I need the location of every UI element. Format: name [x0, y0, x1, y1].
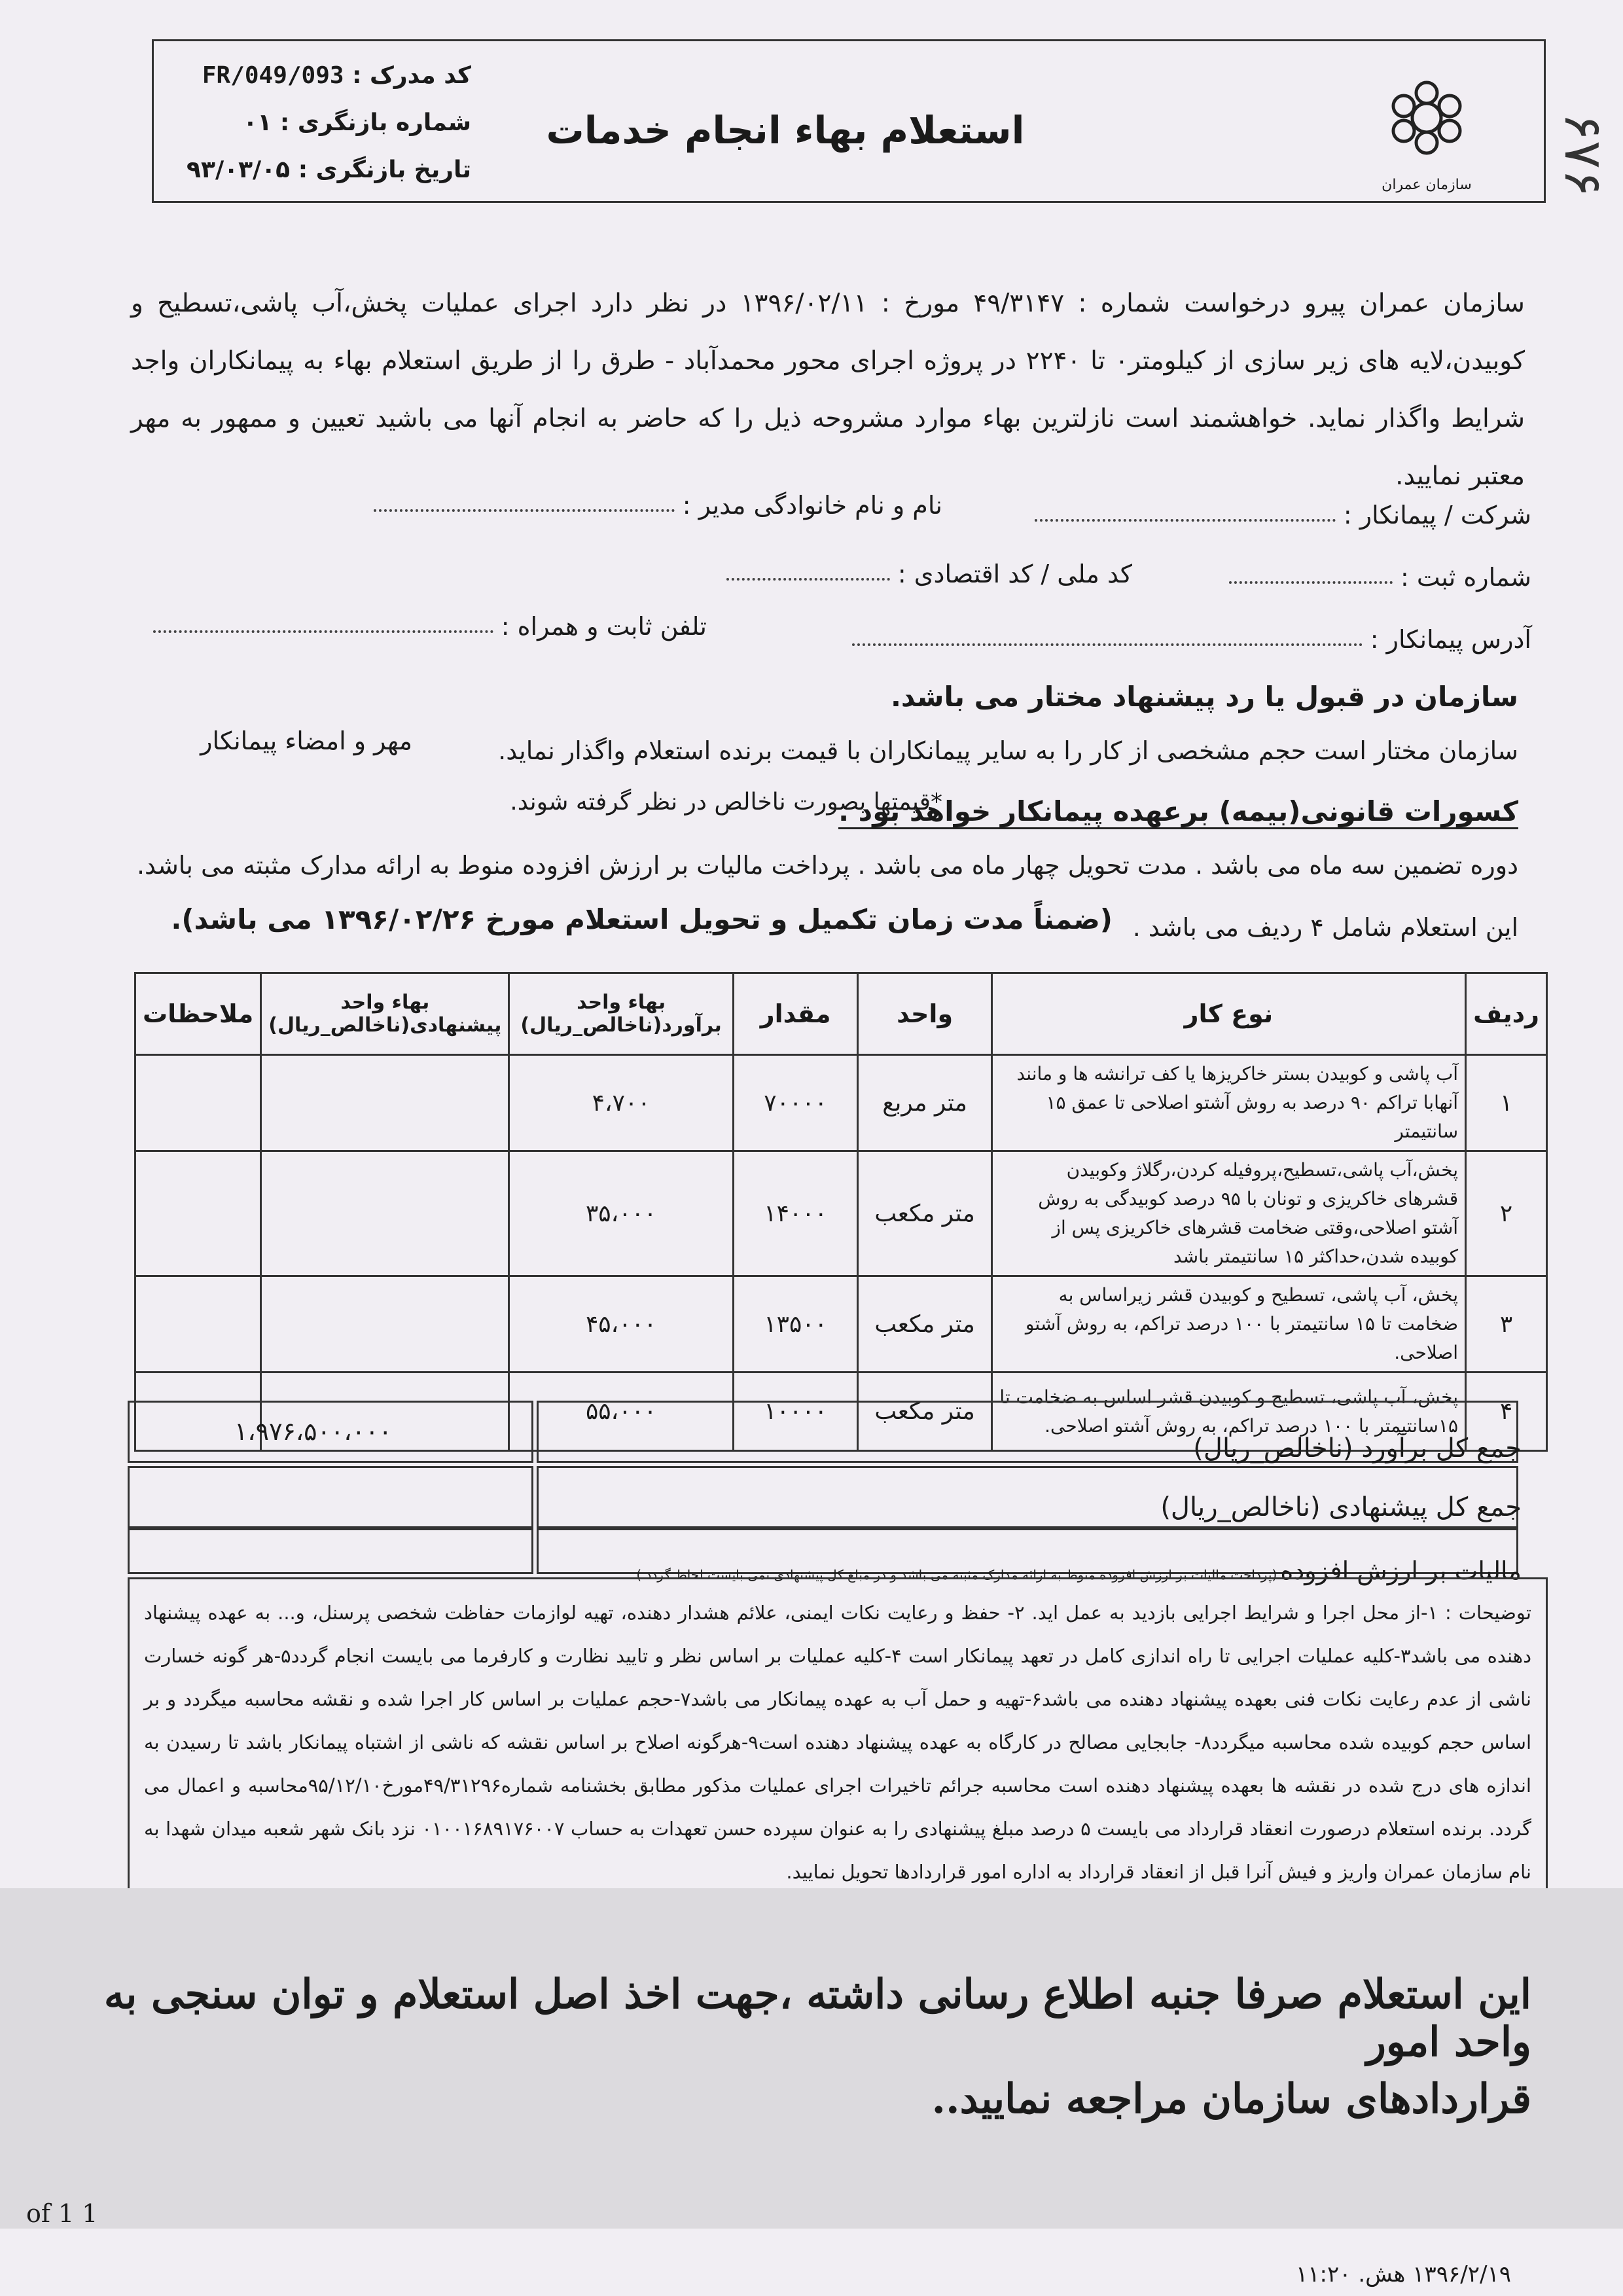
rows-count-note: این استعلام شامل ۴ ردیف می باشد .	[1132, 913, 1518, 942]
national-code-label: کد ملی / کد اقتصادی :	[897, 560, 1132, 588]
registration-blank[interactable]	[1229, 575, 1393, 584]
logo-caption: سازمان عمران	[1382, 177, 1472, 193]
revision-date-value: ۹۳/۰۳/۰۵	[187, 156, 291, 183]
notice-line-1: این استعلام صرفا جنبه اطلاع رسانی داشته ،جهت اخذ اصل استعلام و توان سنجی به واحد امور	[103, 1970, 1531, 2066]
deductions-note: کسورات قانونی(بیمه) برعهده پیمانکار خواهد بود .	[838, 795, 1518, 829]
row-est-price: ۴۵،۰۰۰	[509, 1276, 734, 1372]
row-notes-cell[interactable]	[135, 1276, 261, 1372]
choice-note: سازمان مختار است حجم مشخصی از کار را به سایر پیمانکاران با قیمت برنده استعلام واگذار نماید.	[498, 736, 1518, 765]
header-unit: واحد	[858, 973, 991, 1055]
header-prop-price: بهاء واحد پیشنهادی(ناخالص_ریال)	[261, 973, 509, 1055]
row-est-price: ۵۵،۰۰۰	[509, 1372, 734, 1451]
total-est-value-box	[128, 1401, 533, 1463]
row-notes-cell[interactable]	[135, 1055, 261, 1151]
prices-net-note: *قیمتها بصورت ناخالص در نظر گرفته شوند.	[510, 789, 942, 816]
national-code-blank[interactable]	[726, 571, 890, 581]
row-notes-cell[interactable]	[135, 1151, 261, 1276]
row-unit: متر مربع	[858, 1055, 991, 1151]
row-est-price: ۴،۷۰۰	[509, 1055, 734, 1151]
organization-logo-icon	[1378, 79, 1476, 190]
phone-label: تلفن ثابت و همراه :	[501, 612, 707, 641]
row-quantity: ۷۰۰۰۰	[733, 1055, 858, 1151]
row-prop-price-cell[interactable]	[261, 1276, 509, 1372]
page-indicator: of 1 1	[26, 2199, 98, 2228]
header-quantity: مقدار	[733, 973, 858, 1055]
company-label: شرکت / پیمانکار :	[1343, 501, 1531, 529]
registration-field	[1229, 563, 1531, 592]
doc-code-label: کد مدرک :	[352, 62, 471, 89]
header-notes: ملاحظات	[135, 973, 261, 1055]
doc-info	[164, 52, 471, 194]
row-prop-price-cell[interactable]	[261, 1151, 509, 1276]
manager-label: نام و نام خانوادگی مدیر :	[682, 491, 942, 520]
revision-value: ۰۱	[243, 109, 272, 136]
company-blank[interactable]	[1035, 512, 1336, 522]
row-description: آب پاشی و کوبیدن بستر خاکریزها یا کف ترانشه ها و مانند آنهابا تراکم ۹۰ درصد به روش آشتو اصلاحی تا عمق ۱۵ سانتیمتر	[991, 1055, 1465, 1151]
vat-value-box[interactable]	[128, 1528, 533, 1574]
row-number: ۱	[1466, 1055, 1547, 1151]
row-number: ۴	[1466, 1372, 1547, 1451]
table-row	[135, 1276, 1547, 1372]
header-work-type: نوع کار	[991, 973, 1465, 1055]
row-description: پخش، آب پاشی، تسطیح و کوبیدن قشر اساس به ضخامت تا ۱۵سانتیمتر با ۱۰۰ درصد تراکم، به روش آشتو اصلاحی.	[991, 1372, 1465, 1451]
row-unit: متر مکعب	[858, 1151, 991, 1276]
revision-label: شماره بازنگری :	[279, 109, 471, 136]
phone-blank[interactable]	[153, 624, 493, 633]
row-prop-price-cell[interactable]	[261, 1055, 509, 1151]
row-quantity: ۱۳۵۰۰	[733, 1276, 858, 1372]
accept-reject-note: سازمان در قبول یا رد پیشنهاد مختار می باشد.	[890, 681, 1518, 713]
row-est-price: ۳۵،۰۰۰	[509, 1151, 734, 1276]
page-title: استعلام بهاء انجام خدمات	[546, 108, 1025, 152]
address-field	[852, 625, 1531, 654]
table-header-row	[135, 973, 1547, 1055]
manager-blank[interactable]	[374, 503, 675, 512]
phone-field	[153, 612, 707, 641]
row-unit: متر مکعب	[858, 1276, 991, 1372]
company-field	[1035, 501, 1531, 529]
warranty-note: دوره تضمین سه ماه می باشد . مدت تحویل چهار ماه می باشد . پرداخت مالیات بر ارزش افزوده منوط به ارائه مدارک مثبته می باشد.	[136, 851, 1518, 880]
manager-field	[374, 491, 942, 520]
intro-paragraph: سازمان عمران پیرو درخواست شماره : ۴۹/۳۱۴۷ مورخ : ۱۳۹۶/۰۲/۱۱ در نظر دارد اجرای عملیات پخش،آب پاشی،تسطیح و کوبیدن،لایه های زیر سازی از کیلومتر۰ تا ۲۲۴۰ در پروژه اجرای محور محمدآباد - طرق را از طریق استعلام بهاء به پیمانکاران واجد شرایط واگذار نماید. خواهشمند است نازلترین بهاء موارد مشروحه ذیل را که حاضر به انجام آنها می باشید تعیین و ممهور به مهر معتبر نمایید.	[131, 289, 1525, 491]
header-row-number: ردیف	[1466, 973, 1547, 1055]
deadline-note: (ضمناً مدت زمان تکمیل و تحویل استعلام مورخ ۱۳۹۶/۰۲/۲۶ می باشد).	[171, 903, 1113, 935]
total-prop-value-box[interactable]	[128, 1466, 533, 1528]
row-quantity: ۱۰۰۰۰	[733, 1372, 858, 1451]
row-number: ۲	[1466, 1151, 1547, 1276]
revision-date-label: تاریخ بازنگری :	[298, 156, 471, 183]
notice-line-2: قراردادهای سازمان مراجعه نمایید..	[931, 2075, 1531, 2123]
handwritten-note: ۶۷۶	[1552, 113, 1614, 197]
address-label: آدرس پیمانکار :	[1370, 625, 1531, 654]
revision-date-line	[164, 147, 471, 194]
vat-note: (پرداخت مالیات بر ارزش افزوده منوط به ارائه مدارک مثبته می باشد و در مبلغ کل پیشنهادی نمی بایست لحاظ گردد.)	[636, 1567, 1277, 1583]
national-code-field	[726, 560, 1132, 588]
row-number: ۳	[1466, 1276, 1547, 1372]
seal-signature-label: مهر و امضاء پیمانکار	[200, 726, 412, 755]
row-description: پخش، آب پاشی، تسطیح و کوبیدن قشر زیراساس به ضخامت تا ۱۵ سانتیمتر با ۱۰۰ درصد تراکم، به روش آشتو اصلاحی.	[991, 1276, 1465, 1372]
total-prop-label: جمع کل پیشنهادی (ناخالص_ریال)	[1160, 1492, 1522, 1522]
row-quantity: ۱۴۰۰۰	[733, 1151, 858, 1276]
registration-label: شماره ثبت :	[1400, 563, 1531, 592]
explanations-box: توضیحات : ۱-از محل اجرا و شرایط اجرایی بازدید به عمل اید. ۲- حفظ و رعایت نکات ایمنی، علائم هشدار دهنده، تهیه لوازمات حفاظت شخصی پرسنل، و... به عهده پیشنهاد دهنده می باشد۳-کلیه عملیات اجرایی تا راه اندازی کامل در تعهد پیمانکار است ۴-کلیه عملیات بر اساس نظر و تایید نظارت و کارفرما می بایست انجام گردد۵-هر گونه خسارت ناشی از عدم رعایت نکات فنی بعهده پیشنهاد دهنده می باشد۶-تهیه و حمل آب به عهده پیمانکار می باشد۷-حجم عملیات بر اساس کار اجرا شده و نقشه محاسبه میگردد و بر اساس حجم کوبیده شده محاسبه میگردد۸- جابجایی مصالح در کارگاه به عهده پیشنهاد دهنده است۹-هرگونه اصلاح بر اساس نقشه که ناشی از اشتباه پیمانکار باشد تا رسیدن به اندازه های درج شده در نقشه ها بعهده پیشنهاد دهنده است محاسبه جرائم تاخیرات اجرای عملیات مذکور مطابق بخشنامه شماره۴۹/۳۱۲۹۶مورخ۹۵/۱۲/۱۰محاسبه و اعمال می گردد. برنده استعلام درصورت انعقاد قرارداد می بایست ۵ درصد مبلغ پیشنهادی را به عنوان سپرده حسن تعهدات به حساب ۰۱۰۰۱۶۸۹۱۷۶۰۰۷ نزد بانک شهر شعبه میدان شهدا به نام سازمان عمران واریز و فیش آنرا قبل از انعقاد قرارداد به اداره امور قراردادها تحویل نمایید.	[128, 1577, 1548, 1901]
address-blank[interactable]	[852, 637, 1363, 646]
table-row	[135, 1151, 1547, 1276]
total-est-value: ۱،۹۷۶،۵۰۰،۰۰۰	[234, 1417, 392, 1446]
items-table	[134, 972, 1548, 1452]
print-timestamp: ۱۳۹۶/۲/۱۹ هش. ۱۱:۲۰	[1296, 2261, 1511, 2287]
row-unit: متر مکعب	[858, 1372, 991, 1451]
total-est-label: جمع کل برآورد (ناخالص_ریال)	[1193, 1433, 1522, 1463]
header-est-price: بهاء واحد برآورد(ناخالص_ریال)	[509, 973, 734, 1055]
row-description: پخش،آب پاشی،تسطیح،پروفیله کردن،رگلاژ وکوبیدن قشرهای خاکریزی و تونان با ۹۵ درصد کوبیدگی به روش آشتو اصلاحی،وقتی ضخامت قشرهای خاکریزی پس از کوبیده شدن،حداکثر ۱۵ سانتیمتر باشد	[991, 1151, 1465, 1276]
vat-label: مالیات بر ارزش افزوده	[1280, 1556, 1522, 1585]
doc-code-line	[164, 52, 471, 99]
doc-code: FR/049/093	[202, 62, 344, 89]
table-row	[135, 1055, 1547, 1151]
revision-line	[164, 99, 471, 147]
